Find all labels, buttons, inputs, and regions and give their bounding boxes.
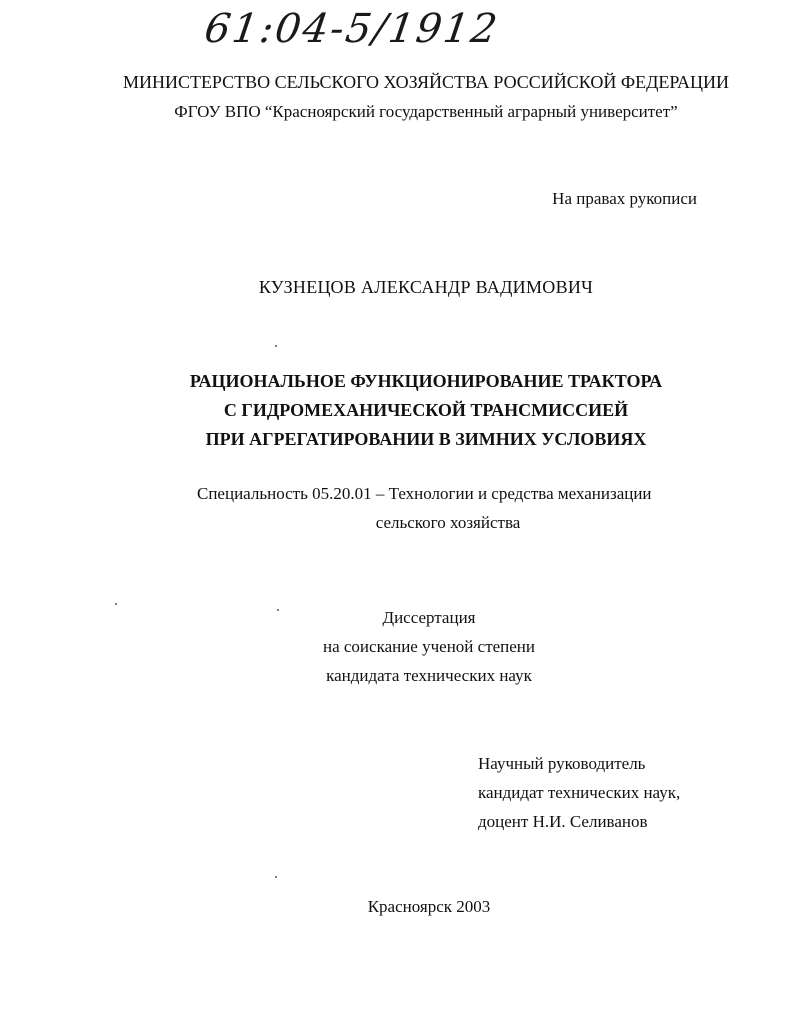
handwritten-catalog-number: 61:04-5/1912 bbox=[201, 6, 502, 52]
university-heading: ФГОУ ВПО “Красноярский государственный аграрный университет” bbox=[174, 102, 678, 121]
dissertation-line: кандидата технических наук bbox=[326, 666, 532, 685]
title-line: РАЦИОНАЛЬНОЕ ФУНКЦИОНИРОВАНИЕ ТРАКТОРА bbox=[189, 371, 663, 391]
ministry-heading: МИНИСТЕРСТВО СЕЛЬСКОГО ХОЗЯЙСТВА РОССИЙСКОЙ ФЕДЕРАЦИИ bbox=[122, 72, 730, 92]
scan-speck bbox=[275, 345, 277, 347]
scan-speck bbox=[275, 876, 277, 878]
dissertation-title bbox=[30, 367, 792, 454]
dissertation-line: Диссертация bbox=[382, 608, 476, 627]
scientific-advisor bbox=[478, 749, 680, 836]
specialty-line-1: Специальность 05.20.01 – Технологии и средства механизации bbox=[197, 484, 652, 503]
title-line: ПРИ АГРЕГАТИРОВАНИИ В ЗИМНИХ УСЛОВИЯХ bbox=[205, 429, 647, 449]
scan-speck bbox=[277, 609, 279, 611]
rights-note: На правах рукописи bbox=[552, 189, 697, 208]
advisor-line: кандидат технических наук, bbox=[478, 783, 681, 802]
scan-speck bbox=[115, 603, 117, 605]
advisor-line: доцент Н.И. Селиванов bbox=[478, 812, 648, 831]
dissertation-type bbox=[33, 603, 792, 690]
advisor-line: Научный руководитель bbox=[478, 754, 646, 773]
author-name: КУЗНЕЦОВ АЛЕКСАНДР ВАДИМОВИЧ bbox=[258, 277, 594, 297]
dissertation-line: на соискание ученой степени bbox=[322, 637, 536, 656]
specialty-line-2: сельского хозяйства bbox=[375, 513, 521, 532]
title-line: С ГИДРОМЕХАНИЧЕСКОЙ ТРАНСМИССИЕЙ bbox=[223, 400, 629, 420]
city-year: Красноярск 2003 bbox=[367, 897, 491, 916]
